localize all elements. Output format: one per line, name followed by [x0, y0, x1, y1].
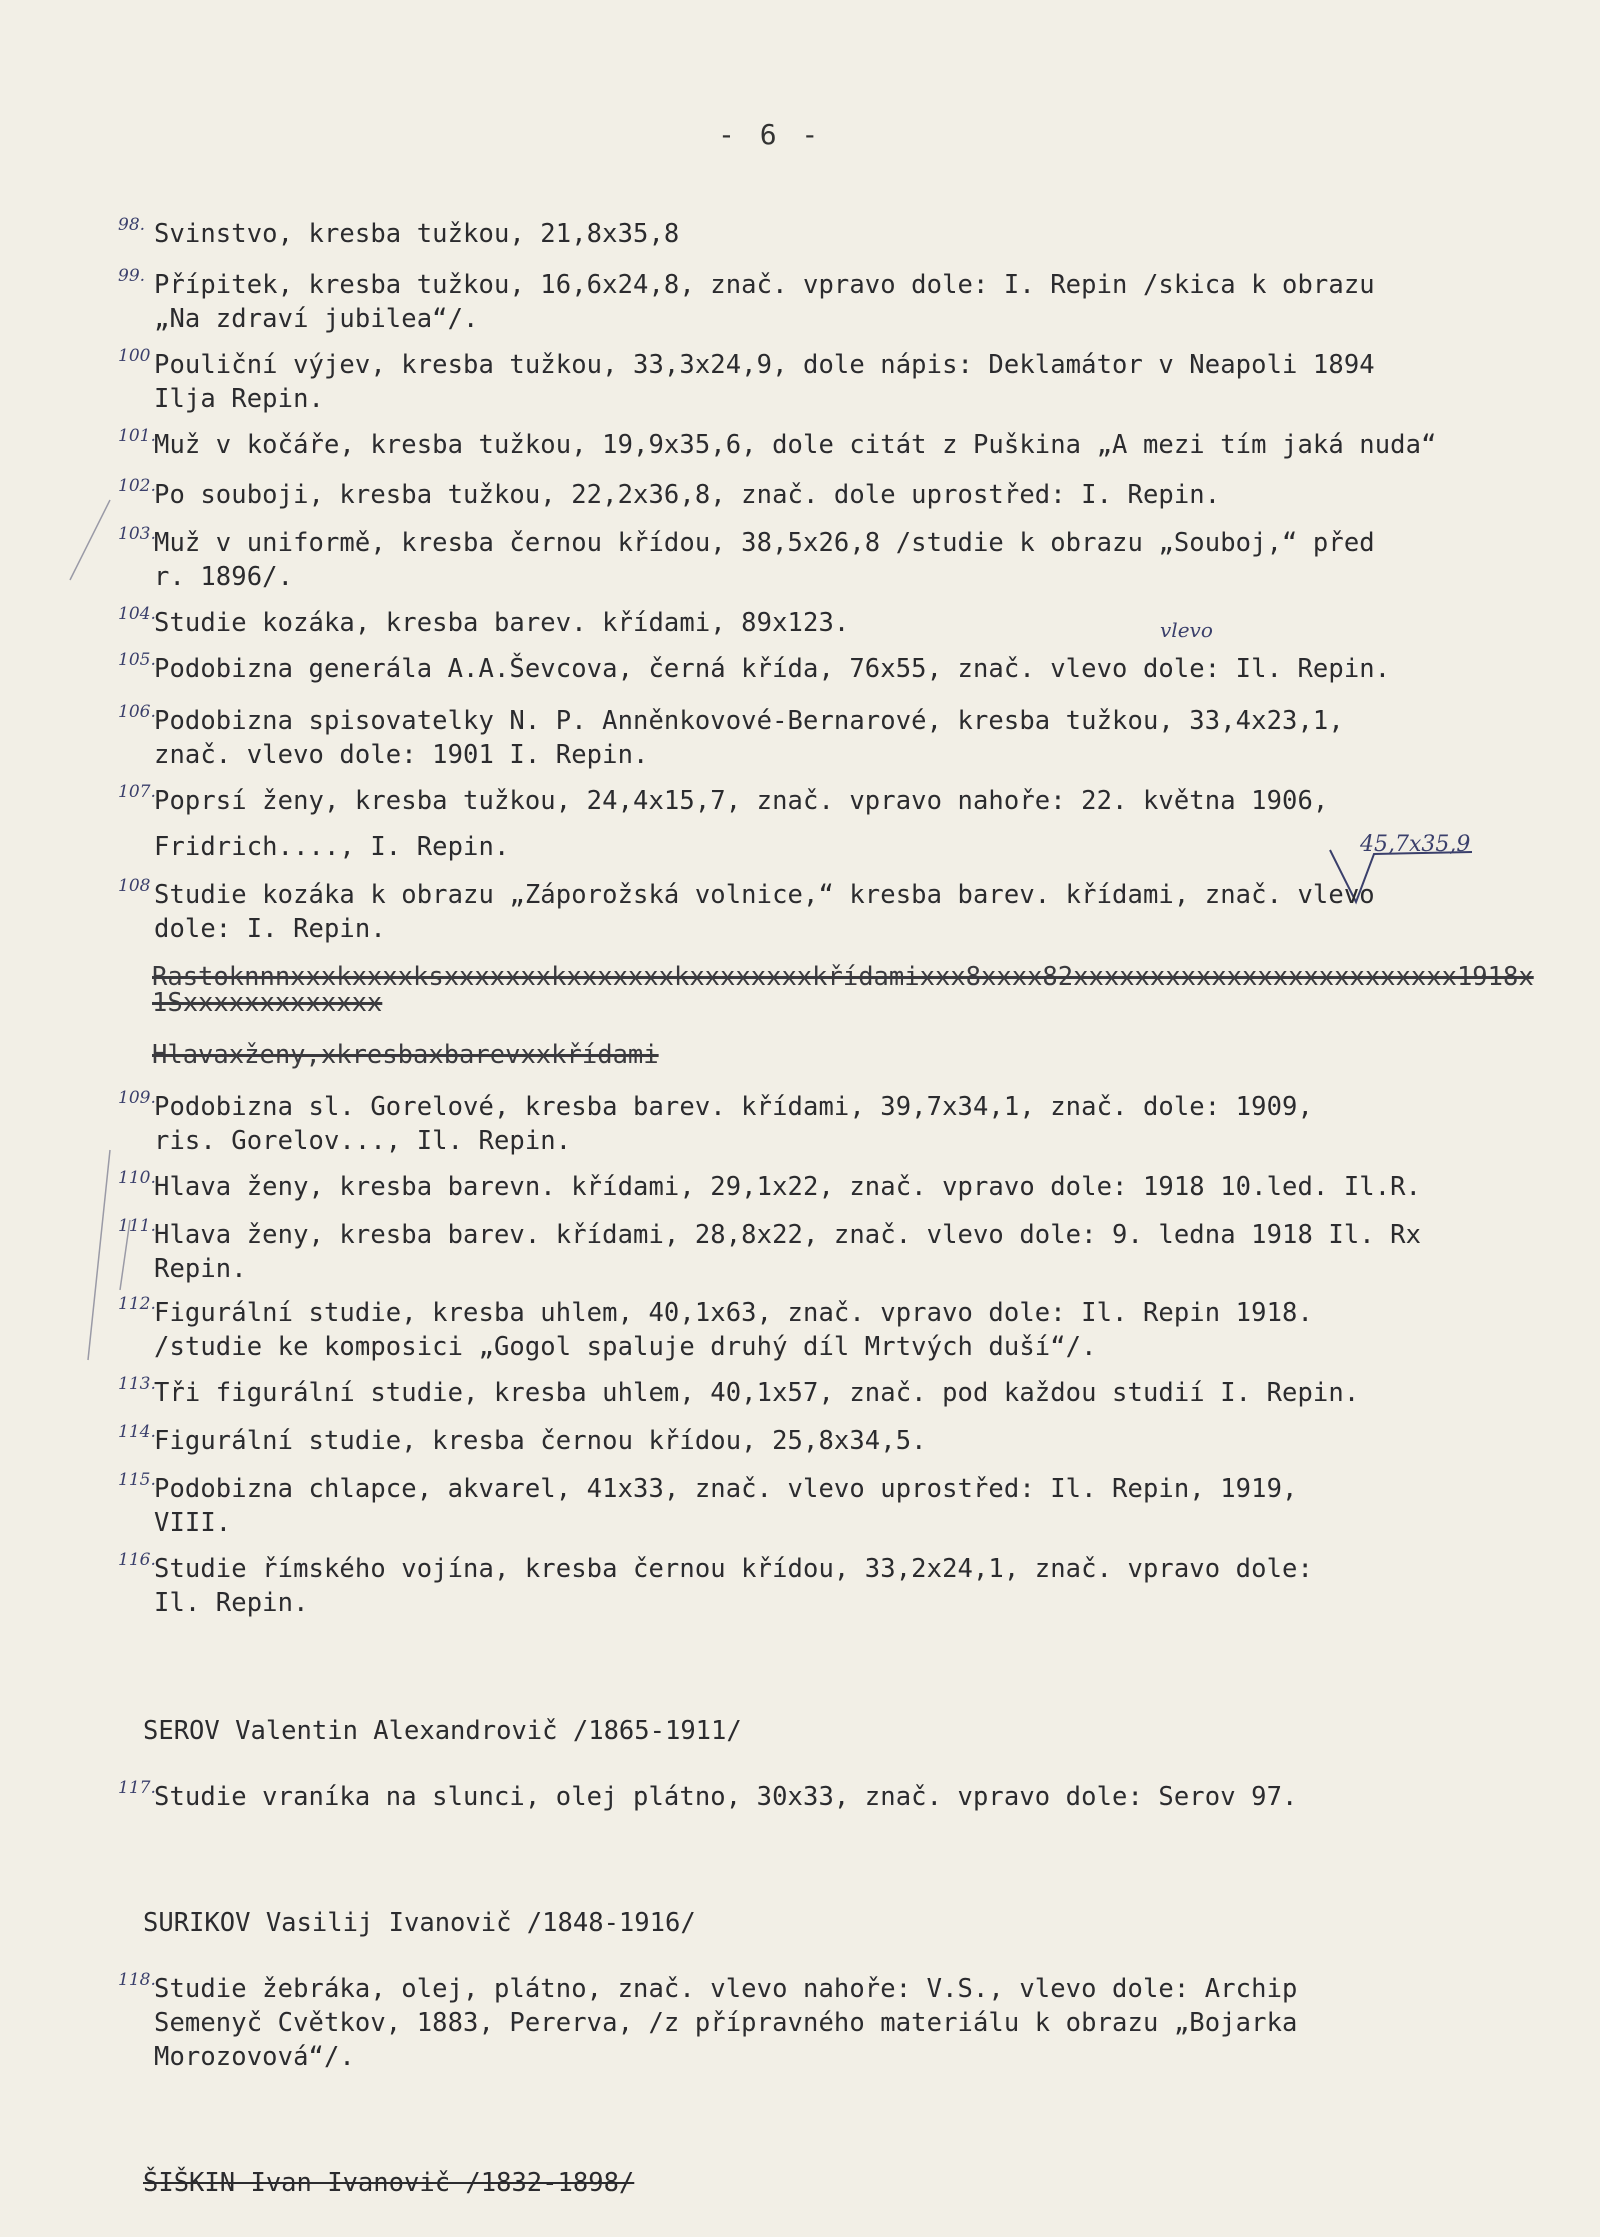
entry-number: 114.: [118, 1422, 156, 1442]
entry-number: 99.: [118, 266, 146, 286]
entry-text: Tři figurální studie, kresba uhlem, 40,1x57, znač. pod každou studií I. Repin.: [154, 1378, 1360, 1408]
entry-text: Studie vraníka na slunci, olej plátno, 30x33, znač. vpravo dole: Serov 97.: [154, 1782, 1298, 1812]
entry-text-line-1: Studie žebráka, olej, plátno, znač. vlevo nahoře: V.S., vlevo dole: Archip: [154, 1974, 1298, 2004]
heading-serov: SEROV Valentin Alexandrovič /1865-1911/: [143, 1716, 742, 1746]
entry-text: Figurální studie, kresba černou křídou, 25,8x34,5.: [154, 1426, 927, 1456]
entry-number: 116.: [118, 1550, 156, 1570]
entry-number: 101.: [118, 426, 156, 446]
heading-surikov: SURIKOV Vasilij Ivanovič /1848-1916/: [143, 1908, 696, 1938]
entry-number: 107.: [118, 782, 156, 802]
entry-text-line-1: Figurální studie, kresba uhlem, 40,1x63, znač. vpravo dole: Il. Repin 1918.: [154, 1298, 1313, 1328]
entry-text-line-2: Il. Repin.: [154, 1588, 309, 1618]
entry-text-line-1: Muž v uniformě, kresba černou křídou, 38,5x26,8 /studie k obrazu „Souboj,“ před: [154, 528, 1375, 558]
entry-text-line-2: dole: I. Repin.: [154, 914, 386, 944]
entry-text-line-2: Semenyč Cvětkov, 1883, Pererva, /z přípravného materiálu k obrazu „Bojarka: [154, 2008, 1298, 2038]
entry-number: 98.: [118, 215, 146, 235]
entry-text-line-2: „Na zdraví jubilea“/.: [154, 304, 479, 334]
entry-text-line-2: VIII.: [154, 1508, 232, 1538]
entry-text-line-2: r. 1896/.: [154, 562, 294, 592]
entry-number: 109.: [118, 1088, 156, 1108]
handwritten-dimensions: 45,7x35,9: [1360, 832, 1471, 857]
entry-text-line-2: /studie ke komposici „Gogol spaluje druhý díl Mrtvých duší“/.: [154, 1332, 1097, 1362]
entry-number: 117.: [118, 1778, 156, 1798]
entry-text-line-2: Ilja Repin.: [154, 384, 324, 414]
entry-text-line-1: Studie kozáka k obrazu „Záporožská volnice,“ kresba barev. křídami, znač. vlevo: [154, 880, 1375, 910]
entry-number: 102.: [118, 476, 156, 496]
struck-line-2: 1Sxxxxxxxxxxxxx: [152, 988, 383, 1018]
entry-text-line-1: Poprsí ženy, kresba tužkou, 24,4x15,7, znač. vpravo nahoře: 22. května 1906,: [154, 786, 1329, 816]
entry-text: Svinstvo, kresba tužkou, 21,8x35,8: [154, 219, 680, 249]
entry-number: 110.: [118, 1168, 156, 1188]
entry-text-line-1: Pouliční výjev, kresba tužkou, 33,3x24,9, dole nápis: Deklamátor v Neapoli 1894: [154, 350, 1375, 380]
page-number: - 6 -: [718, 118, 823, 151]
entry-text-line-1: Přípitek, kresba tužkou, 16,6x24,8, znač. vpravo dole: I. Repin /skica k obrazu: [154, 270, 1375, 300]
entry-text-line-3: Morozovová“/.: [154, 2042, 355, 2072]
entry-text: Podobizna generála A.A.Ševcova, černá křída, 76x55, znač. vlevo dole: Il. Repin.: [154, 654, 1391, 684]
heading-siskin: ŠIŠKIN Ivan Ivanovič /1832-1898/: [143, 2168, 635, 2198]
struck-line-3: Hlavaxženy,xkresbaxbarevxxkřídami: [152, 1040, 659, 1070]
entry-text-line-1: Hlava ženy, kresba barev. křídami, 28,8x22, znač. vlevo dole: 9. ledna 1918 Il. Rx: [154, 1220, 1422, 1250]
entry-text-line-2: znač. vlevo dole: 1901 I. Repin.: [154, 740, 649, 770]
entry-number: 118.: [118, 1970, 156, 1990]
entry-text-line-2: Repin.: [154, 1254, 247, 1284]
entry-number: 104.: [118, 604, 156, 624]
entry-text-line-1: Podobizna chlapce, akvarel, 41x33, znač. vlevo uprostřed: Il. Repin, 1919,: [154, 1474, 1298, 1504]
entry-text-line-1: Studie římského vojína, kresba černou křídou, 33,2x24,1, znač. vpravo dole:: [154, 1554, 1313, 1584]
entry-text: Hlava ženy, kresba barevn. křídami, 29,1x22, znač. vpravo dole: 1918 10.led. Il.R.: [154, 1172, 1422, 1202]
entry-number: 111.: [118, 1216, 156, 1236]
entry-number: 105.: [118, 650, 156, 670]
entry-text-line-1: Podobizna spisovatelky N. P. Anněnkovové-Bernarové, kresba tužkou, 33,4x23,1,: [154, 706, 1344, 736]
entry-text-line-2: ris. Gorelov..., Il. Repin.: [154, 1126, 572, 1156]
entry-number: 115.: [118, 1470, 156, 1490]
entry-text-line-1: Podobizna sl. Gorelové, kresba barev. křídami, 39,7x34,1, znač. dole: 1909,: [154, 1092, 1313, 1122]
entry-number: 113.: [118, 1374, 156, 1394]
entry-text-line-2: Fridrich...., I. Repin.: [154, 832, 510, 862]
entry-text: Muž v kočáře, kresba tužkou, 19,9x35,6, dole citát z Puškina „A mezi tím jaká nuda“: [154, 430, 1437, 460]
margin-pencil-marks: [40, 460, 160, 1760]
handwritten-vlevo: vlevo: [1160, 618, 1213, 642]
entry-number: 103.: [118, 524, 156, 544]
entry-number: 106.: [118, 702, 156, 722]
struck-line-1: Rastoknnnxxxkxxxxksxxxxxxxkxxxxxxxkxxxxxxxxkřídamixxx8xxxx82xxxxxxxxxxxxxxxxxxxxxxxxx1918x: [152, 962, 1534, 992]
entry-text: Po souboji, kresba tužkou, 22,2x36,8, znač. dole uprostřed: I. Repin.: [154, 480, 1221, 510]
entry-number: 112.: [118, 1294, 156, 1314]
entry-number: 100: [118, 346, 151, 366]
entry-number: 108: [118, 876, 151, 896]
entry-text: Studie kozáka, kresba barev. křídami, 89x123.: [154, 608, 850, 638]
